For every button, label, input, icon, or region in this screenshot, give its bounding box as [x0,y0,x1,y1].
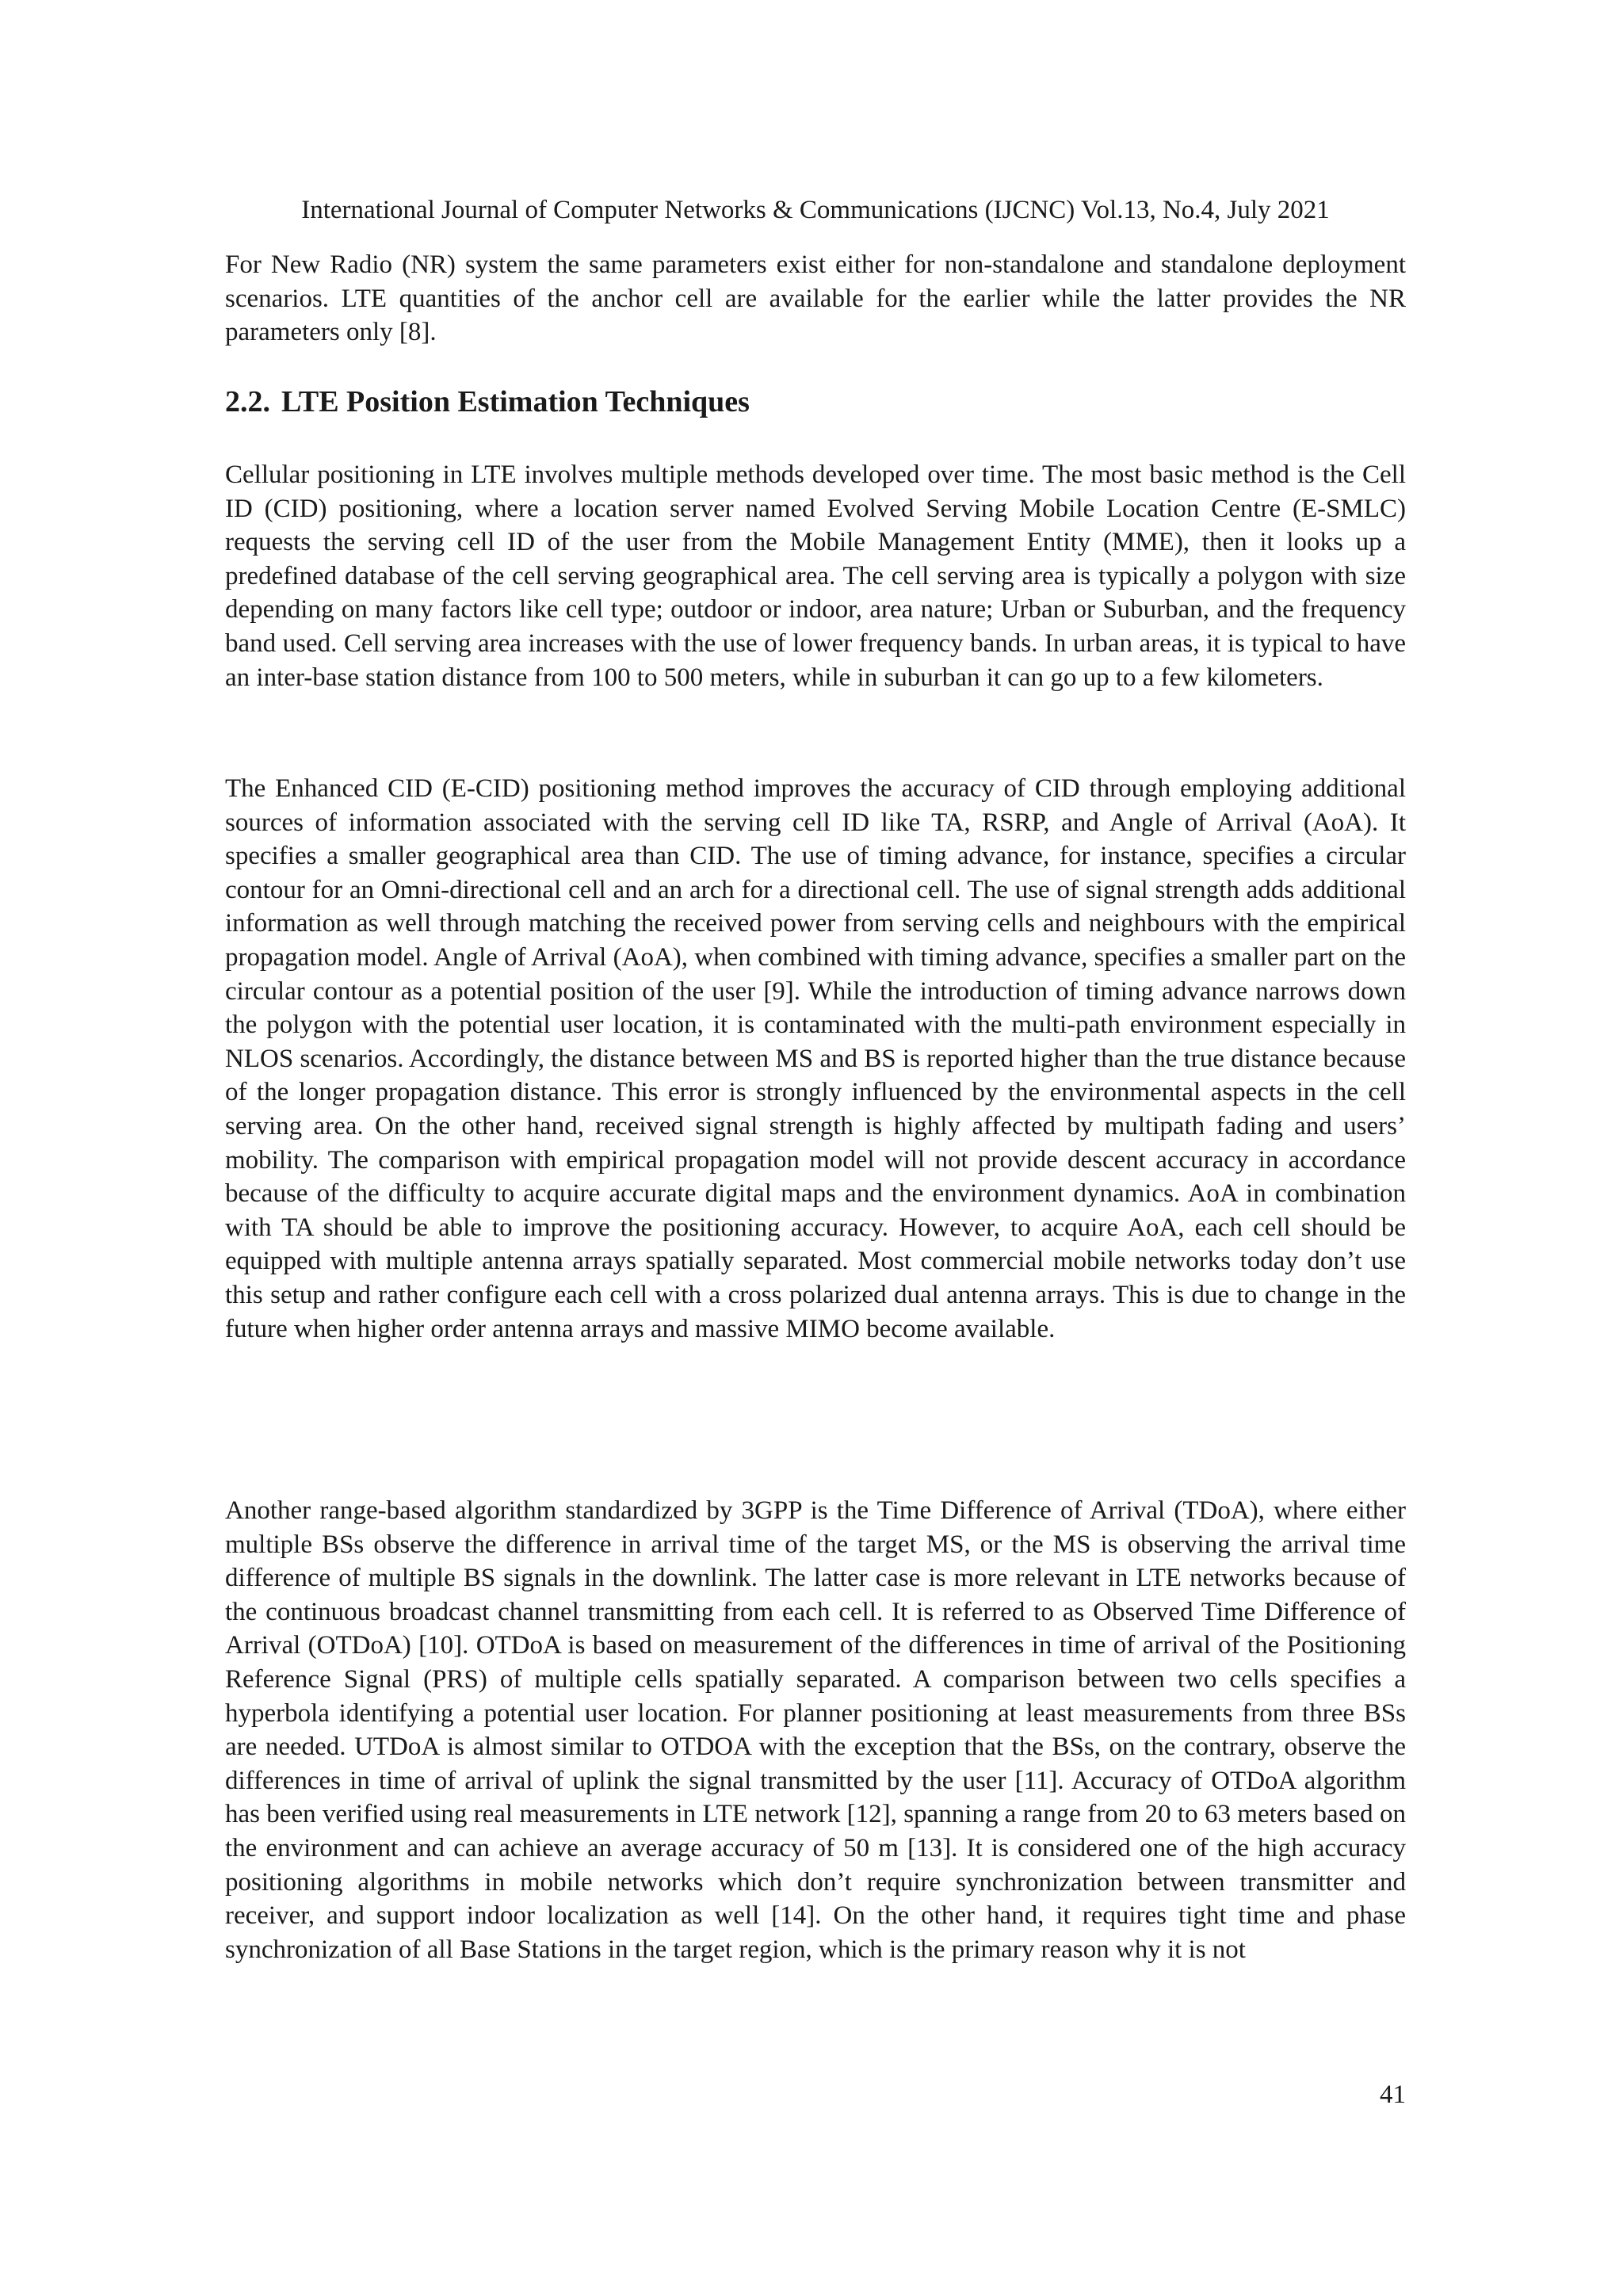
section-number: 2.2. [225,385,270,418]
paragraph-tdoa: Another range-based algorithm standardized by 3GPP is the Time Difference of Arrival (TDoA), where either multiple BSs observe the difference in arrival time of the target MS, or the MS is observing the arrival time difference of multiple BS signals in the downlink. The latter case is more relevant in LTE networks because of the continuous broadcast channel transmitting from each cell. It is referred to as Observed Time Difference of Arrival (OTDoA) [10]. OTDoA is based on measurement of the differences in time of arrival of the Positioning Reference Signal (PRS) of multiple cells spatially separated. A comparison between two cells specifies a hyperbola identifying a potential user location. For planner positioning at least measurements from three BSs are needed. UTDoA is almost similar to OTDOA with the exception that the BSs, on the contrary, observe the differences in time of arrival of uplink the signal transmitted by the user [11]. Accuracy of OTDoA algorithm has been verified using real measurements in LTE network [12], spanning a range from 20 to 63 meters based on the environment and can achieve an average accuracy of 50 m [13]. It is considered one of the high accuracy positioning algorithms in mobile networks which don’t require synchronization between transmitter and receiver, and support indoor localization as well [14]. On the other hand, it requires tight time and phase synchronization of all Base Stations in the target region, which is the primary reason why it is not [225,1496,1406,1964]
section-heading [225,381,750,422]
paragraph-cell-id: Cellular positioning in LTE involves multiple methods developed over time. The most basic method is the Cell ID (CID) positioning, where a location server named Evolved Serving Mobile Location Centre (E-SMLC) requests the serving cell ID of the user from the Mobile Management Entity (MME), then it looks up a predefined database of the cell serving geographical area. The cell serving area is typically a polygon with size depending on many factors like cell type; outdoor or indoor, area nature; Urban or Suburban, and the frequency band used. Cell serving area increases with the use of lower frequency bands. In urban areas, it is typical to have an inter-base station distance from 100 to 500 meters, while in suburban it can go up to a few kilometers. [225,460,1406,692]
section-title: LTE Position Estimation Techniques [281,385,750,418]
paper-page [225,0,1406,2296]
intro-paragraph: For New Radio (NR) system the same parameters exist either for non-standalone and standalone deployment scenarios. LTE quantities of the anchor cell are available for the earlier while the latter provides the NR parameters only [8]. [225,250,1406,347]
page-number: 41 [1380,2080,1406,2109]
running-header: International Journal of Computer Networks & Communications (IJCNC) Vol.13, No.4, July 2021 [301,196,1330,224]
paragraph-enhanced-cid: The Enhanced CID (E-CID) positioning method improves the accuracy of CID through employing additional sources of information associated with the serving cell ID like TA, RSRP, and Angle of Arrival (AoA). It specifies a smaller geographical area than CID. The use of timing advance, for instance, specifies a circular contour for an Omni-directional cell and an arch for a directional cell. The use of signal strength adds additional information as well through matching the received power from serving cells and neighbours with the empirical propagation model. Angle of Arrival (AoA), when combined with timing advance, specifies a smaller part on the circular contour as a potential position of the user [9]. While the introduction of timing advance narrows down the polygon with the potential user location, it is contaminated with the multi-path environment especially in NLOS scenarios. Accordingly, the distance between MS and BS is reported higher than the true distance because of the longer propagation distance. This error is strongly influenced by the environmental aspects in the cell serving area. On the other hand, received signal strength is highly affected by multipath fading and users’ mobility. The comparison with empirical propagation model will not provide descent accuracy in accordance because of the difficulty to acquire accurate digital maps and the environment dynamics. AoA in combination with TA should be able to improve the positioning accuracy. However, to acquire AoA, each cell should be equipped with multiple antenna arrays spatially separated. Most commercial mobile networks today don’t use this setup and rather configure each cell with a cross polarized dual antenna arrays. This is due to change in the future when higher order antenna arrays and massive MIMO become available. [225,774,1406,1343]
